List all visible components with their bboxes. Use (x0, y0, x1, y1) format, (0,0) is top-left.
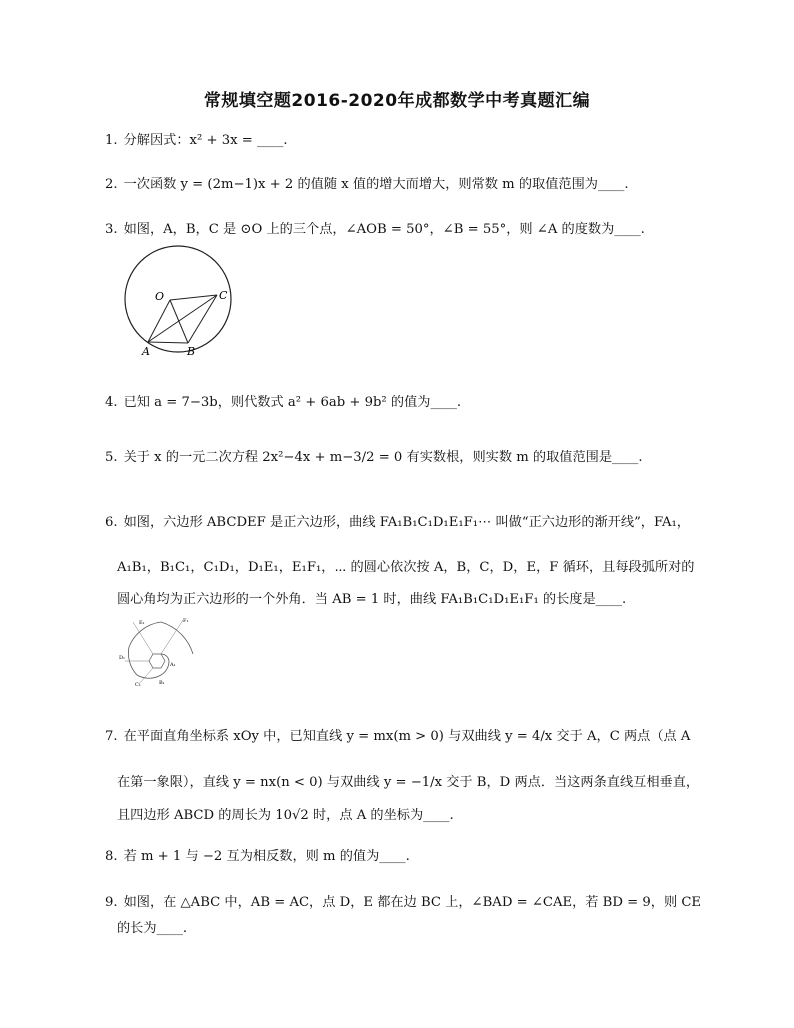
question-6-line-3: 圆心角均为正六边形的一个外角．当 AB = 1 时，曲线 FA₁B₁C₁D₁E₁F₁ 的长度是____. (117, 592, 627, 607)
segment-oa (148, 300, 170, 342)
page-title: 常规填空题2016-2020年成都数学中考真题汇编 (203, 91, 591, 111)
question-text: 一次函数 y = (2m−1)x + 2 的值随 x 值的增大而增大，则常数 m 的取值范围为____. (123, 177, 629, 192)
question-7-line-3: 且四边形 ABCD 的周长为 10√2 时，点 A 的坐标为____. (117, 808, 454, 823)
question-9-line-2: 的长为____. (117, 921, 188, 936)
question-number: 8. (105, 849, 118, 864)
question-number: 6. (105, 515, 118, 530)
question-number: 9. (105, 895, 118, 910)
ray-1 (161, 620, 183, 654)
question-text-line-1: 在平面直角坐标系 xOy 中，已知直线 y = mx(m > 0) 与双曲线 y = 4/x 交于 A，C 两点（点 A (123, 729, 691, 744)
label-c: C (219, 289, 228, 302)
question-text: 已知 a = 7−3b，则代数式 a² + 6ab + 9b² 的值为____. (123, 395, 462, 410)
question-3 (105, 220, 705, 240)
label-a: A (142, 345, 150, 358)
question-text-line-1: 如图，六边形 ABCDEF 是正六边形，曲线 FA₁B₁C₁D₁E₁F₁⋯ 叫做“正六边形的渐开线”，FA₁， (123, 515, 690, 530)
question-6 (105, 513, 705, 533)
question-number: 1. (105, 133, 118, 148)
segment-cb (188, 295, 217, 343)
question-7-line-2: 在第一象限），直线 y = nx(n < 0) 与双曲线 y = −1/x 交于 B，D 两点．当这两条直线互相垂直， (117, 775, 700, 790)
segment-ob (170, 300, 188, 343)
question-number: 2. (105, 177, 118, 192)
label-o: O (155, 290, 165, 303)
question-5 (105, 448, 705, 468)
hexagon-involute-figure (117, 614, 197, 690)
question-9 (105, 893, 705, 913)
question-text-line-1: 如图，在 △ABC 中，AB = AC，点 D，E 都在边 BC 上，∠BAD = ∠CAE，若 BD = 9，则 CE (123, 895, 702, 910)
question-7 (105, 727, 705, 747)
segment-ab (148, 342, 188, 343)
label-d1: D₁ (119, 655, 126, 661)
label-e1: E₁ (139, 620, 145, 626)
question-number: 3. (105, 222, 118, 237)
circle-figure (115, 245, 245, 365)
question-text: 分解因式：x² + 3x = ____. (123, 133, 288, 148)
label-b: B (187, 345, 196, 358)
question-8 (105, 847, 705, 867)
question-4 (105, 393, 705, 413)
question-text: 关于 x 的一元二次方程 2x²−4x + m−3/2 = 0 有实数根，则实数 m 的取值范围是____. (123, 450, 643, 465)
question-6-line-2: A₁B₁，B₁C₁，C₁D₁，D₁E₁，E₁F₁，⋯ 的圆心依次按 A，B，C，D，E，F 循环，且每段弧所对的 (117, 560, 695, 575)
question-number: 7. (105, 729, 118, 744)
question-text: 若 m + 1 与 −2 互为相反数，则 m 的值为____. (123, 849, 410, 864)
question-number: 5. (105, 450, 118, 465)
label-c1: C₁ (135, 682, 141, 688)
label-b1: B₁ (159, 680, 165, 686)
label-a1: A₁ (170, 662, 176, 668)
question-1 (105, 131, 705, 151)
question-2 (105, 175, 705, 195)
label-f1: F₁ (183, 618, 189, 624)
ray-2 (133, 622, 153, 654)
question-number: 4. (105, 395, 118, 410)
question-text: 如图，A，B，C 是 ⊙O 上的三个点，∠AOB = 50°，∠B = 55°，则 ∠A 的度数为____. (123, 222, 645, 237)
ray-4 (139, 668, 153, 684)
hexagon (149, 654, 165, 668)
